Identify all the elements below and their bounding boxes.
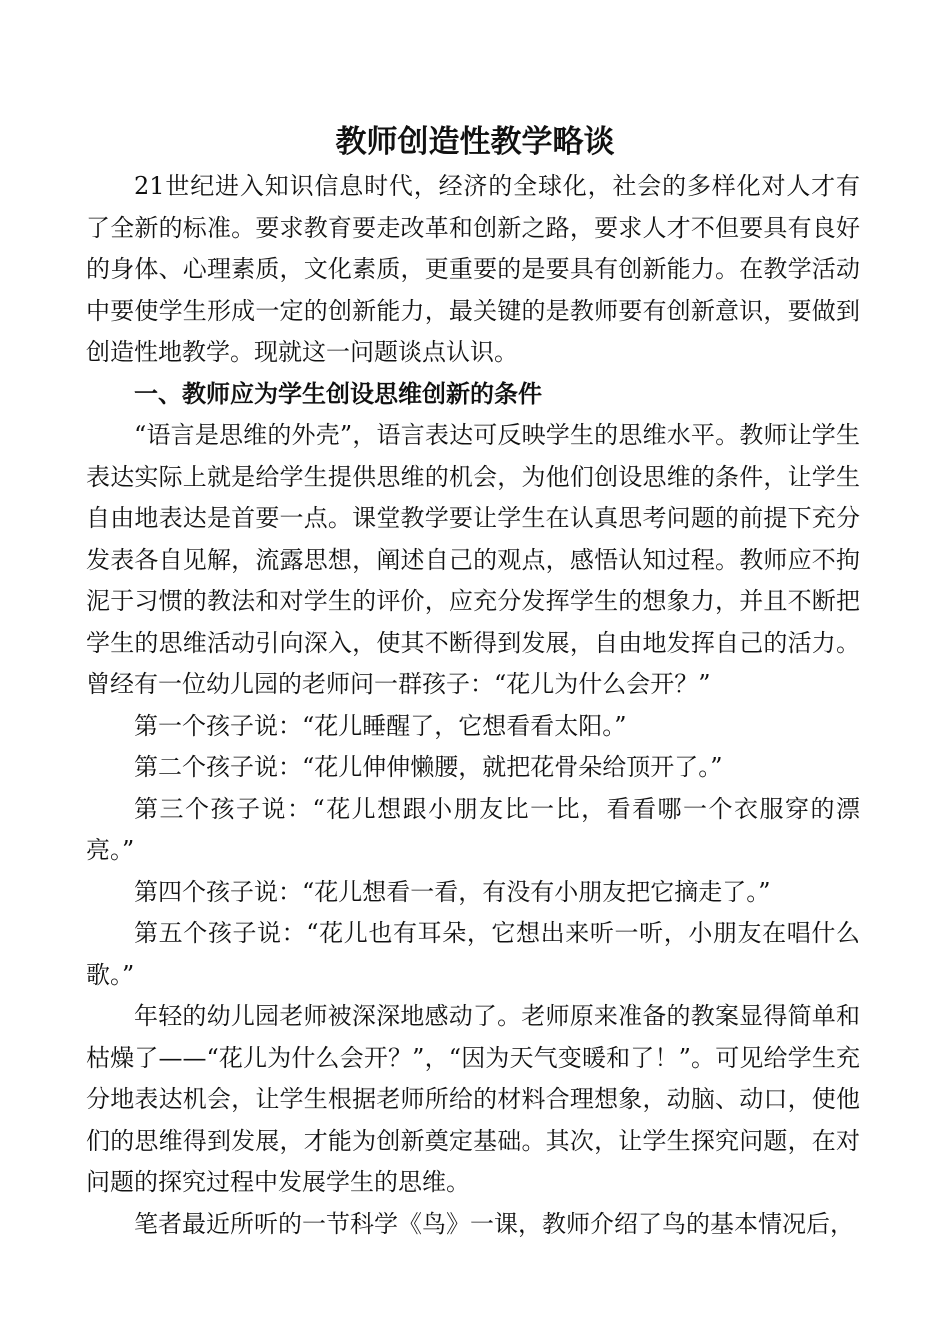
body-paragraph: “语言是思维的外壳”，语言表达可反映学生的思维水平。教师让学生表达实际上就是给学生提供思维的机会，为他们创设思维的条件，让学生自由地表达是首要一点。课堂教学要让学生在认真思考问题的前提下充分发表各自见解，流露思想，阐述自己的观点，感悟认知过程。教师应不拘泥于习惯的教法和对学生的评价，应充分发挥学生的想象力，并且不断把学生的思维活动引向深入，使其不断得到发展，自由地发挥自己的活力。曾经有一位幼儿园的老师问一群孩子：“花儿为什么会开？” [86,421,860,698]
child-quote-2: 第二个孩子说：“花儿伸伸懒腰，就把花骨朵给顶开了。” [134,753,723,781]
section-heading-1: 一、教师应为学生创设思维创新的条件 [134,379,542,408]
body-paragraph-continued: 笔者最近所听的一节科学《鸟》一课，教师介绍了鸟的基本情况后， [134,1209,854,1238]
child-quote-5: 第五个孩子说：“花儿也有耳朵，它想出来听一听，小朋友在唱什么歌。” [86,919,860,989]
document-page [86,118,860,1245]
document-title: 教师创造性教学略谈 [335,124,615,160]
child-quote-1: 第一个孩子说：“花儿睡醒了，它想看看太阳。” [134,711,627,740]
intro-paragraph: 21世纪进入知识信息时代，经济的全球化，社会的多样化对人才有了全新的标准。要求教育要走改革和创新之路，要求人才不但要具有良好的身体、心理素质，文化素质，更重要的是要具有创新能力。在教学活动中要使学生形成一定的创新能力，最关键的是教师要有创新意识，要做到创造性地教学。现就这一问题谈点认识。 [86,172,860,366]
child-quote-4: 第四个孩子说：“花儿想看一看，有没有小朋友把它摘走了。” [134,877,771,906]
body-paragraph-conclusion: 年轻的幼儿园老师被深深地感动了。老师原来准备的教案显得简单和枯燥了——“花儿为什么会开？”，“因为天气变暖和了！”。可见给学生充分地表达机会，让学生根据老师所给的材料合理想象，动脑、动口，使他们的思维得到发展，才能为创新奠定基础。其次，让学生探究问题，在对问题的探究过程中发展学生的思维。 [86,1002,860,1196]
child-quote-3: 第三个孩子说：“花儿想跟小朋友比一比，看看哪一个衣服穿的漂亮。” [86,794,860,864]
